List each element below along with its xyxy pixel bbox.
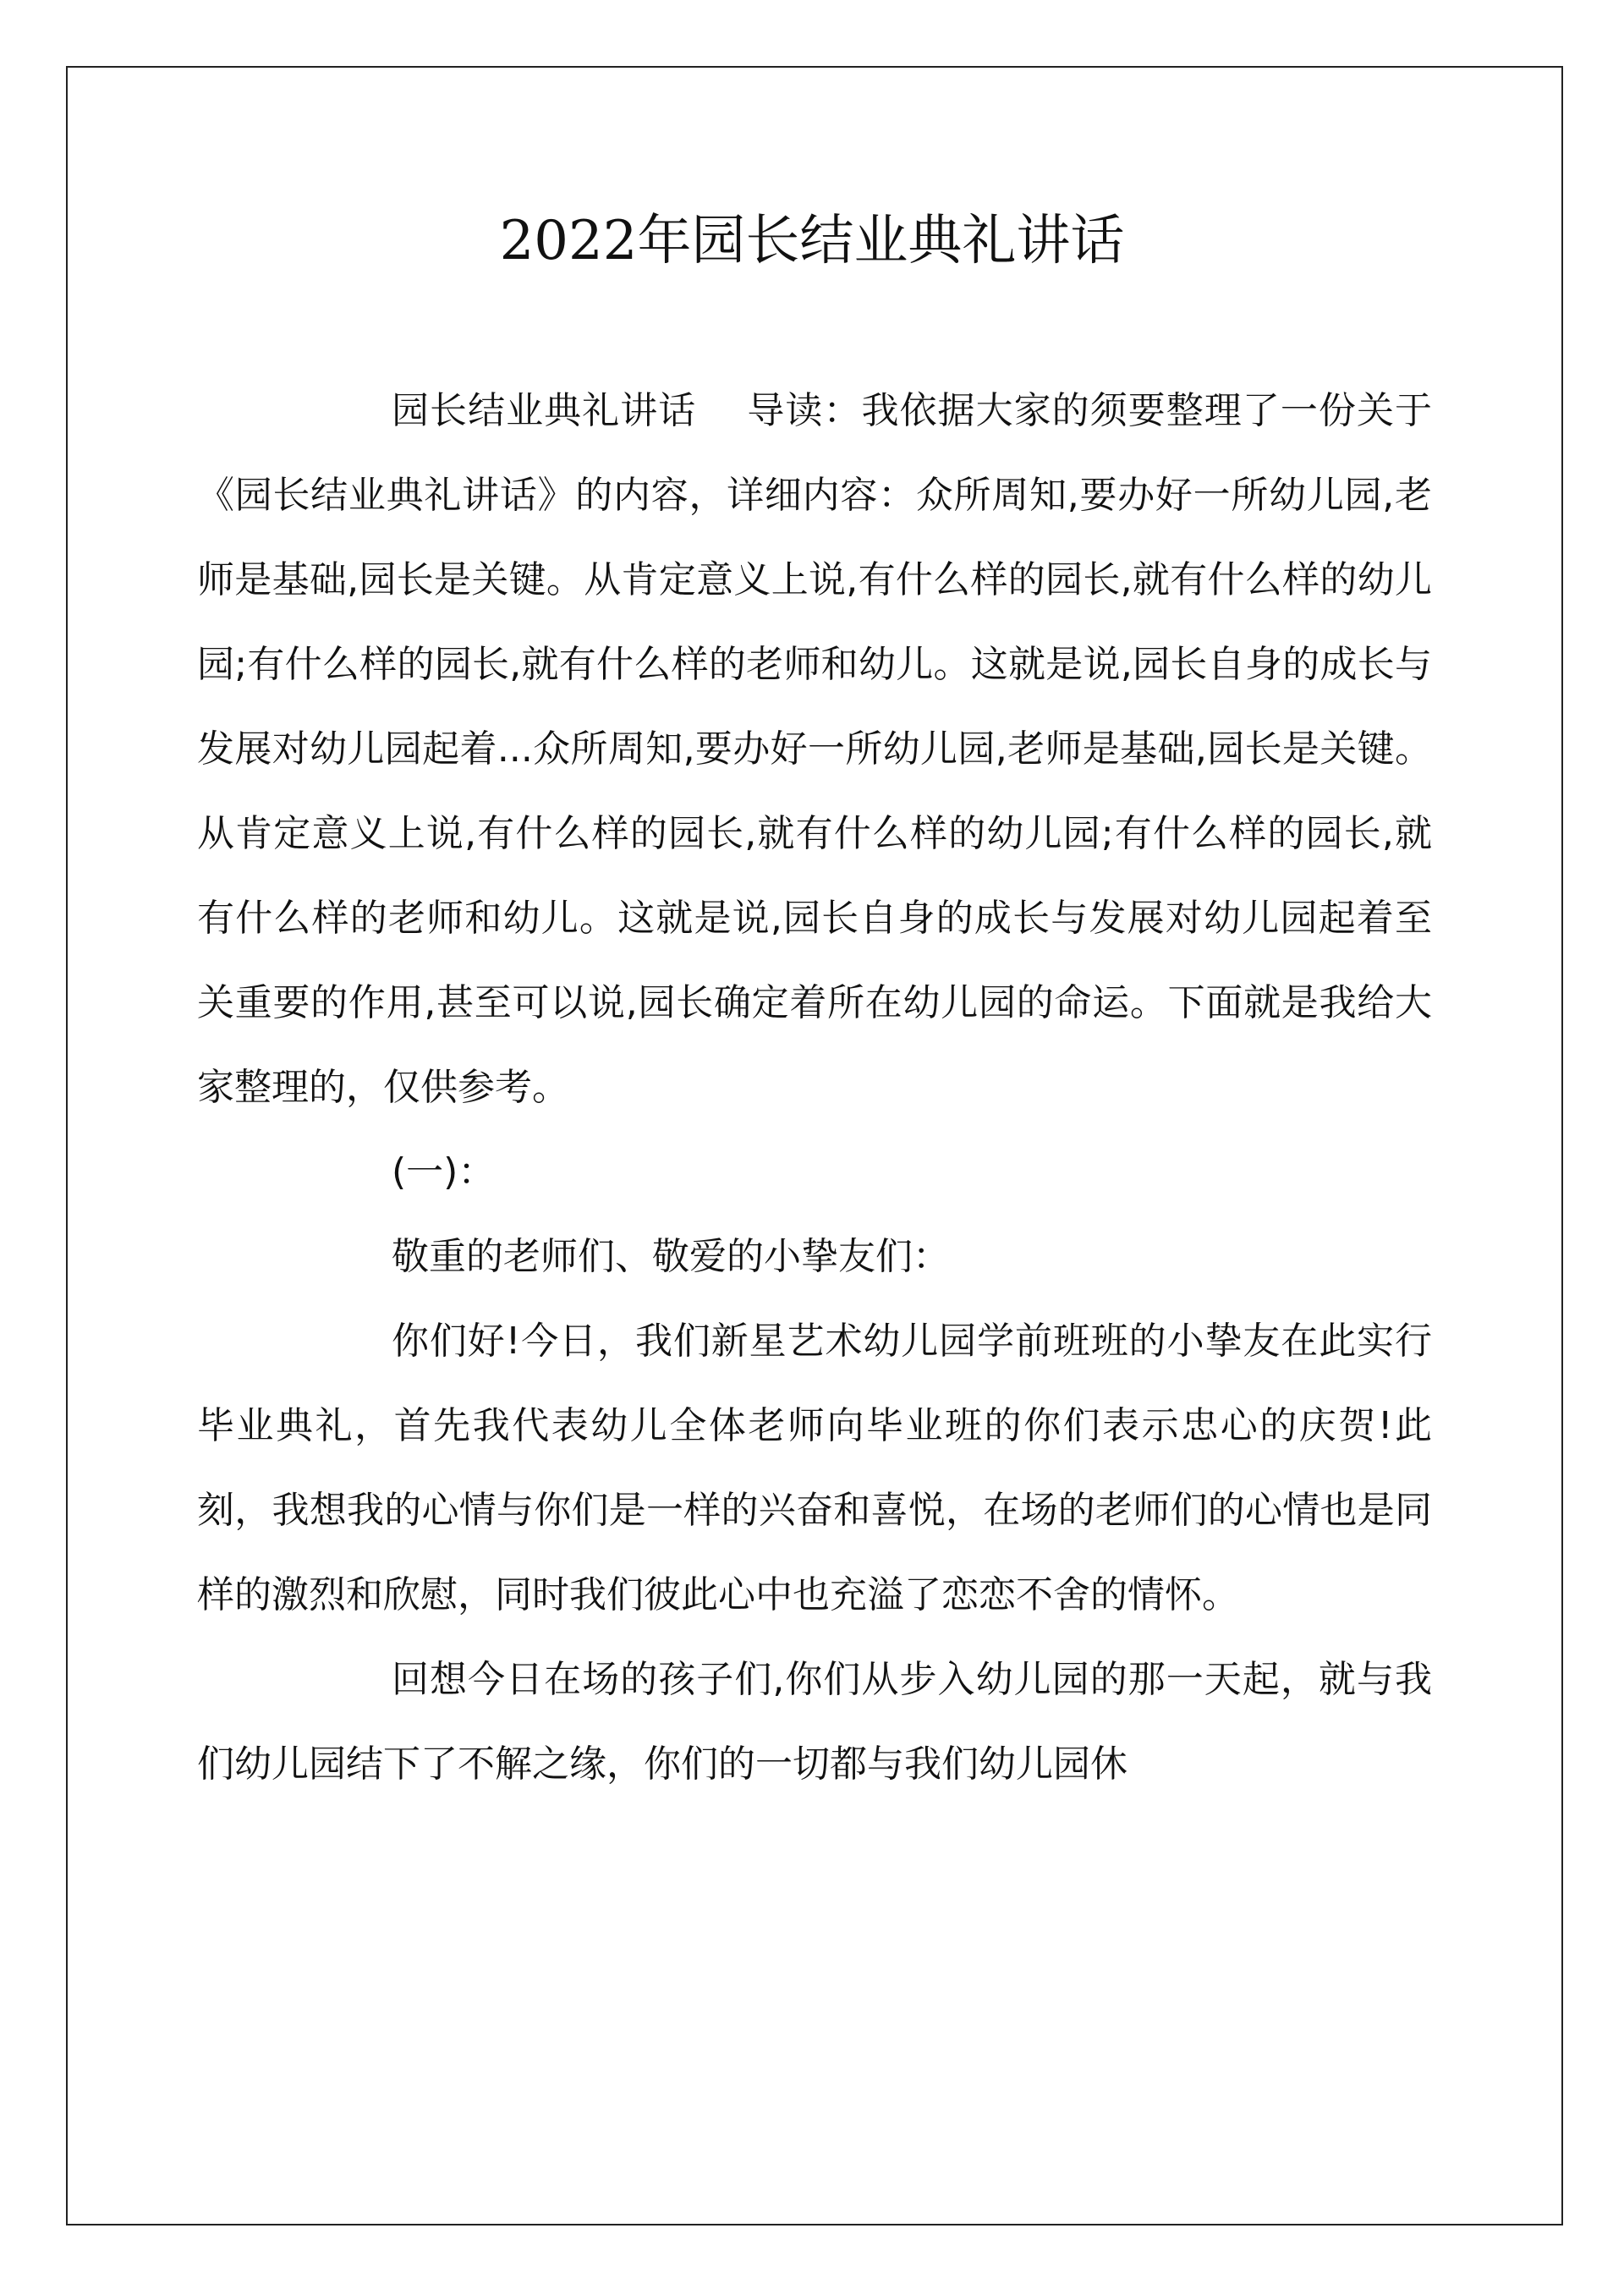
paragraph-section-heading: (一)：	[392, 1150, 496, 1194]
paragraph-salutation: 敬重的老师们、敬爱的小挚友们：	[392, 1235, 950, 1278]
paragraph-recollection: 回想今日在场的孩子们,你们从步入幼儿园的那一天起，就与我们幼儿园结下了不解之缘，你们的一切都与我们幼儿园休	[197, 1658, 1432, 1786]
document-body	[197, 369, 1432, 1807]
document-title: 2022年园长结业典礼讲话	[499, 210, 1125, 272]
paragraph-intro: 园长结业典礼讲话 导读：我依据大家的须要整理了一份关于《园长结业典礼讲话》的内容，详细内容：众所周知,要办好一所幼儿园,老师是基础,园长是关键。从肯定意义上说,有什么样的园长,就有什么样的幼儿园;有什么样的园长,就有什么样的老师和幼儿。这就是说,园长自身的成长与发展对幼儿园起着...众所周知,要办好一所幼儿园,老师是基础,园长是关键。从肯定意义上说,有什么样的园长,就有什么样的幼儿园;有什么样的园长,就有什么样的老师和幼儿。这就是说,园长自身的成长与发展对幼儿园起着至关重要的作用,甚至可以说,园长确定着所在幼儿园的命运。下面就是我给大家整理的，仅供参考。	[197, 389, 1432, 1109]
paragraph-greeting: 你们好!今日，我们新星艺术幼儿园学前班班的小挚友在此实行毕业典礼，首先我代表幼儿全体老师向毕业班的你们表示忠心的庆贺!此刻，我想我的心情与你们是一样的兴奋和喜悦，在场的老师们的心情也是同样的激烈和欣慰，同时我们彼此心中也充溢了恋恋不舍的情怀。	[197, 1320, 1432, 1616]
